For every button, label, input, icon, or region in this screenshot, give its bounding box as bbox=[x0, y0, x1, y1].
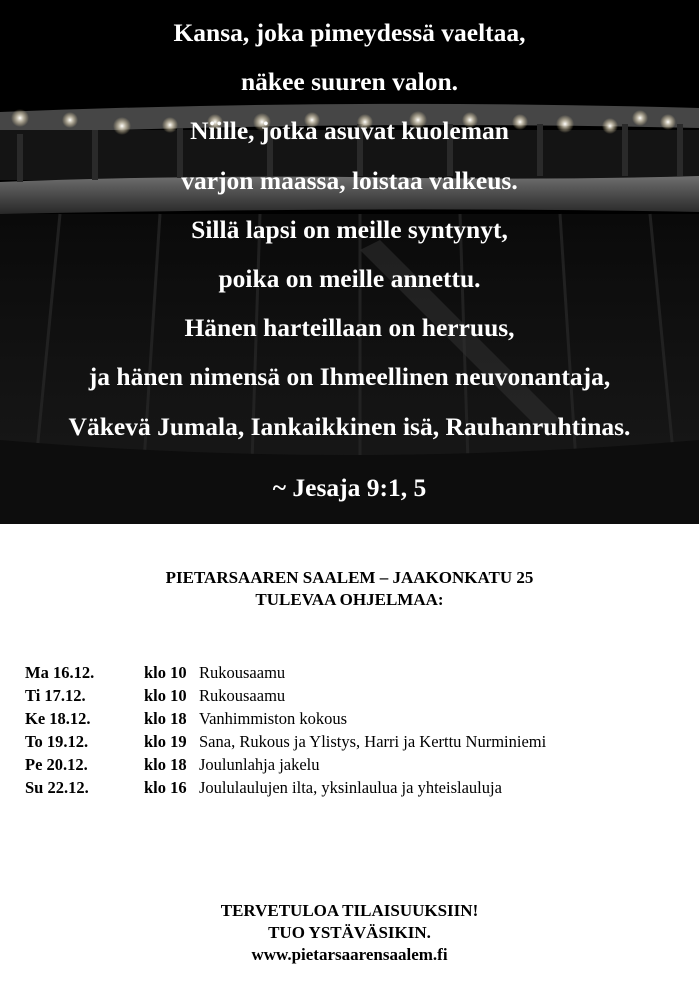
verse-line: varjon maassa, loistaa valkeus. bbox=[181, 165, 518, 195]
schedule-day: Ma 16.12. bbox=[25, 663, 95, 682]
schedule-day: Ke 18.12. bbox=[25, 709, 91, 728]
schedule-day: To 19.12. bbox=[25, 732, 89, 751]
schedule-day: Ti 17.12. bbox=[25, 686, 86, 705]
verse-line: poika on meille annettu. bbox=[218, 264, 481, 294]
verse-line: Sillä lapsi on meille syntynyt, bbox=[191, 214, 508, 244]
schedule-event: Sana, Rukous ja Ylistys, Harri ja Kerttu Nurminiemi bbox=[199, 732, 547, 751]
church-header bbox=[0, 567, 699, 611]
schedule-event: Rukousaamu bbox=[199, 686, 286, 705]
schedule-event: Rukousaamu bbox=[199, 663, 286, 682]
schedule-event: Joulunlahja jakelu bbox=[199, 755, 320, 774]
schedule-time: klo 10 bbox=[144, 686, 187, 705]
verse-line: Niille, jotka asuvat kuoleman bbox=[190, 116, 509, 146]
verse-line: ja hänen nimensä on Ihmeellinen neuvonantaja, bbox=[88, 362, 611, 392]
website-link[interactable]: www.pietarsaarensaalem.fi bbox=[251, 945, 448, 964]
schedule-time: klo 16 bbox=[144, 778, 187, 797]
welcome-text: TERVETULOA TILAISUUKSIIN! bbox=[220, 901, 479, 920]
schedule-time: klo 10 bbox=[144, 663, 187, 682]
invite-text: TUO YSTÄVÄSIKIN. bbox=[268, 923, 431, 942]
verse-line: Hänen harteillaan on herruus, bbox=[184, 313, 515, 343]
verse-line: näkee suuren valon. bbox=[240, 67, 459, 97]
schedule-time: klo 18 bbox=[144, 755, 187, 774]
church-address: PIETARSAAREN SAALEM – JAAKONKATU 25 bbox=[165, 568, 534, 587]
verse-line: Väkevä Jumala, Iankaikkinen isä, Rauhanruhtinas. bbox=[68, 411, 631, 441]
schedule-event: Joululaulujen ilta, yksinlaulua ja yhteislauluja bbox=[199, 778, 502, 797]
schedule-time: klo 19 bbox=[144, 732, 187, 751]
schedule-event: Vanhimmiston kokous bbox=[199, 709, 348, 728]
bible-verse bbox=[0, 8, 699, 451]
verse-reference: ~ Jesaja 9:1, 5 bbox=[272, 473, 427, 502]
schedule-day: Su 22.12. bbox=[25, 778, 89, 797]
schedule-day: Pe 20.12. bbox=[25, 755, 88, 774]
welcome-footer bbox=[0, 900, 699, 966]
program-heading: TULEVAA OHJELMAA: bbox=[255, 590, 444, 609]
verse-line: Kansa, joka pimeydessä vaeltaa, bbox=[173, 18, 526, 47]
schedule-time: klo 18 bbox=[144, 709, 187, 728]
